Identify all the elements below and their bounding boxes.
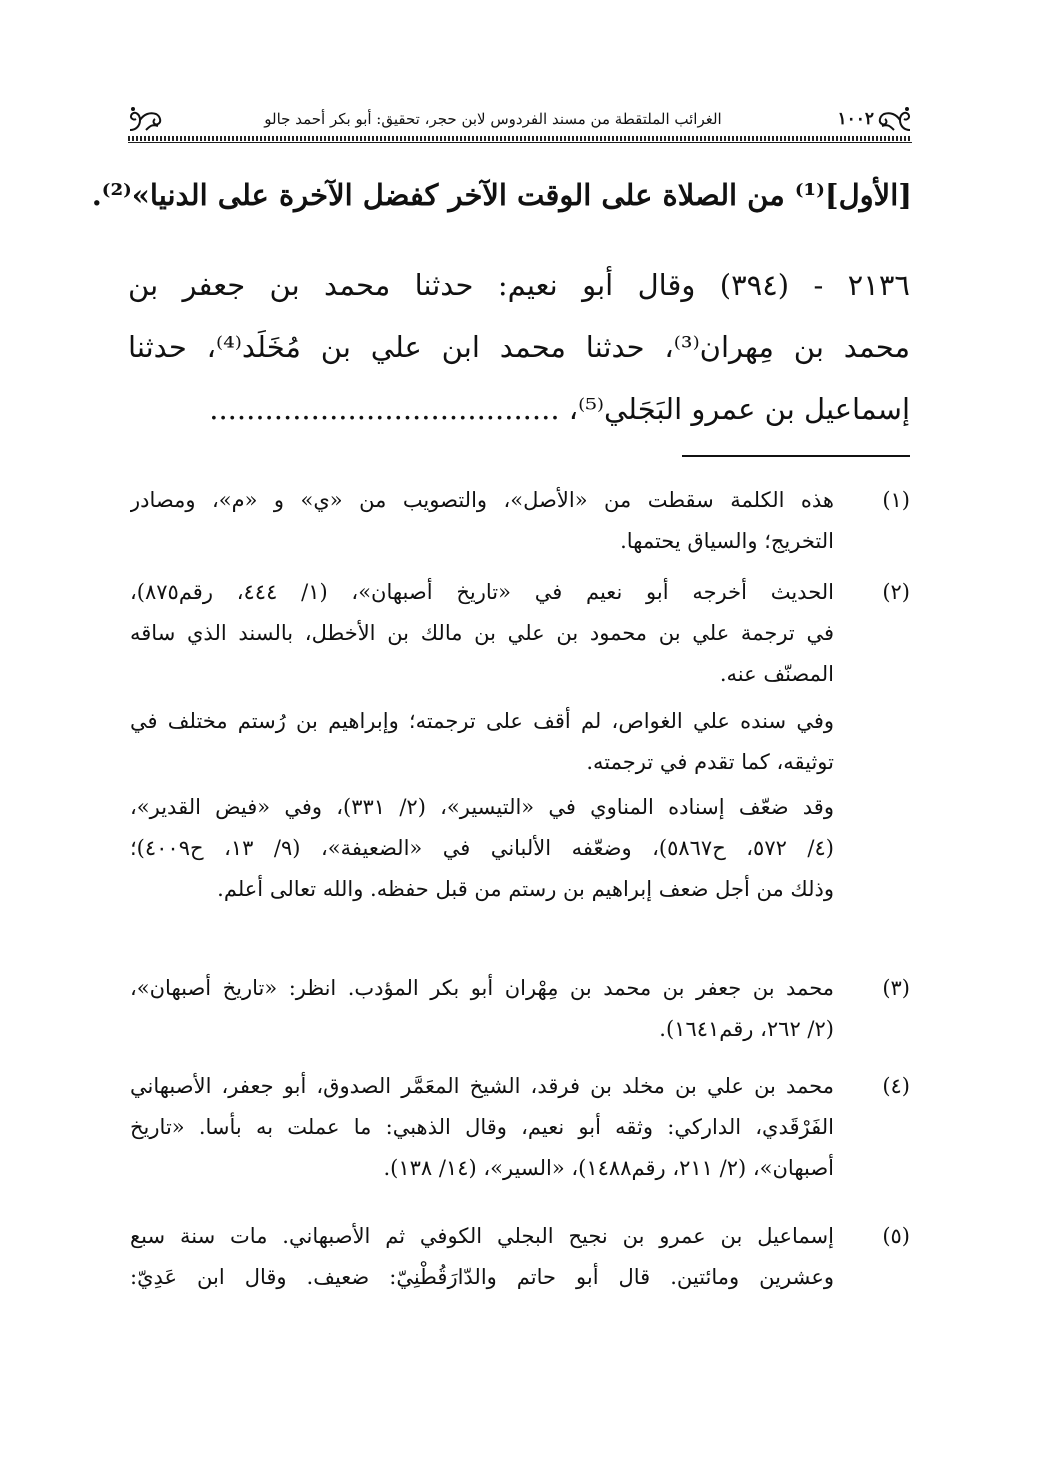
footnote-line: الحديث أخرجه أبو نعيم في «تاريخ أصبهان»، (١/ ٤٤٤، رقم٨٧٥)،	[130, 580, 834, 604]
footnote-separator	[682, 455, 910, 457]
footnote-line: في ترجمة علي بن محمود بن علي بن مالك بن الأخطل، بالسند الذي ساقه	[130, 621, 834, 645]
hadith-line-1: ٢١٣٦ - (٣٩٤) وقال أبو نعيم: حدثنا محمد بن جعفر بن	[128, 268, 910, 302]
running-title: الغرائب الملتقطة من مسند الفردوس لابن حجر، تحقيق: أبو بكر أحمد جالو	[264, 110, 722, 128]
footnote-3	[130, 968, 910, 1050]
footnote-number: (٢)	[882, 580, 910, 604]
header-rule-dotted	[128, 136, 912, 141]
continued-hadith-line: [الأول]⁽¹⁾ من الصلاة على الوقت الآخر كفضل الآخرة على الدنيا»⁽²⁾.	[91, 178, 912, 212]
footnote-line: المصنّف عنه.	[719, 662, 834, 686]
ornament-left-icon	[128, 104, 166, 134]
ornament-right-icon	[874, 104, 912, 134]
footnote-line: هذه الكلمة سقطت من «الأصل»، والتصويب من «ي» و «م»، ومصادر	[130, 488, 834, 512]
footnote-line: وقد ضعّف إسناده المناوي في «التيسير»، (٢/ ٣٣١)، وفي «فيض القدير»،	[130, 795, 834, 819]
footnote-2	[130, 572, 910, 910]
footnote-line: الفَرْقَدي، الداركي: وثقه أبو نعيم، وقال الذهبي: ما عملت به بأسا. «تاريخ	[130, 1115, 834, 1139]
running-header	[128, 100, 912, 148]
footnote-4	[130, 1066, 910, 1189]
footnote-line: إسماعيل بن عمرو بن نجيح البجلي الكوفي ثم الأصبهاني. مات سنة سبع	[130, 1224, 834, 1248]
footnote-line: أصبهان»، (٢/ ٢١١، رقم١٤٨٨)، «السير»، (١٤/ ١٣٨).	[383, 1156, 834, 1180]
footnote-line: التخريج؛ والسياق يحتمها.	[620, 529, 834, 553]
footnote-1	[130, 480, 910, 562]
footnote-line: محمد بن جعفر بن محمد بن مِهْران أبو بكر المؤدب. انظر: «تاريخ أصبهان»،	[130, 976, 834, 1000]
hadith-line-3: إسماعيل بن عمرو البَجَلي⁽⁵⁾، ......................................	[209, 392, 910, 426]
hadith-line-2: محمد بن مِهران⁽³⁾، حدثنا محمد ابن علي بن مُخَلَد⁽⁴⁾، حدثنا	[128, 330, 910, 364]
footnote-line: (٤/ ٥٧٢، ح٥٨٦٧)، وضعّفه الألباني في «الضعيفة»، (٩/ ١٣، ح٤٠٠٩)؛	[130, 836, 834, 860]
footnote-line: وعشرين ومائتين. قال أبو حاتم والدّارَقُطْنِيّ: ضعيف. وقال ابن عَدِيّ:	[130, 1265, 834, 1289]
header-rule	[128, 142, 912, 143]
footnote-5	[130, 1216, 910, 1298]
footnote-line: محمد بن علي بن مخلد بن فرقد، الشيخ المعَمَّر الصدوق، أبو جعفر، الأصبهاني	[130, 1074, 834, 1098]
footnote-line: (٢/ ٢٦٢، رقم١٦٤١).	[659, 1017, 834, 1041]
footnote-number: (٣)	[882, 976, 910, 1000]
footnote-line: وذلك من أجل ضعف إبراهيم بن رستم من قبل حفظه. والله تعالى أعلم.	[217, 877, 834, 901]
footnote-line: وفي سنده علي الغواص، لم أقف على ترجمته؛ وإبراهيم بن رُستم مختلف في	[130, 709, 834, 733]
footnote-line: توثيقه، كما تقدم في ترجمته.	[586, 750, 834, 774]
footnote-number: (٤)	[882, 1074, 910, 1098]
footnote-number: (٥)	[882, 1224, 910, 1248]
footnote-number: (١)	[882, 488, 910, 512]
page-number: ١٠٠٢	[837, 109, 874, 129]
